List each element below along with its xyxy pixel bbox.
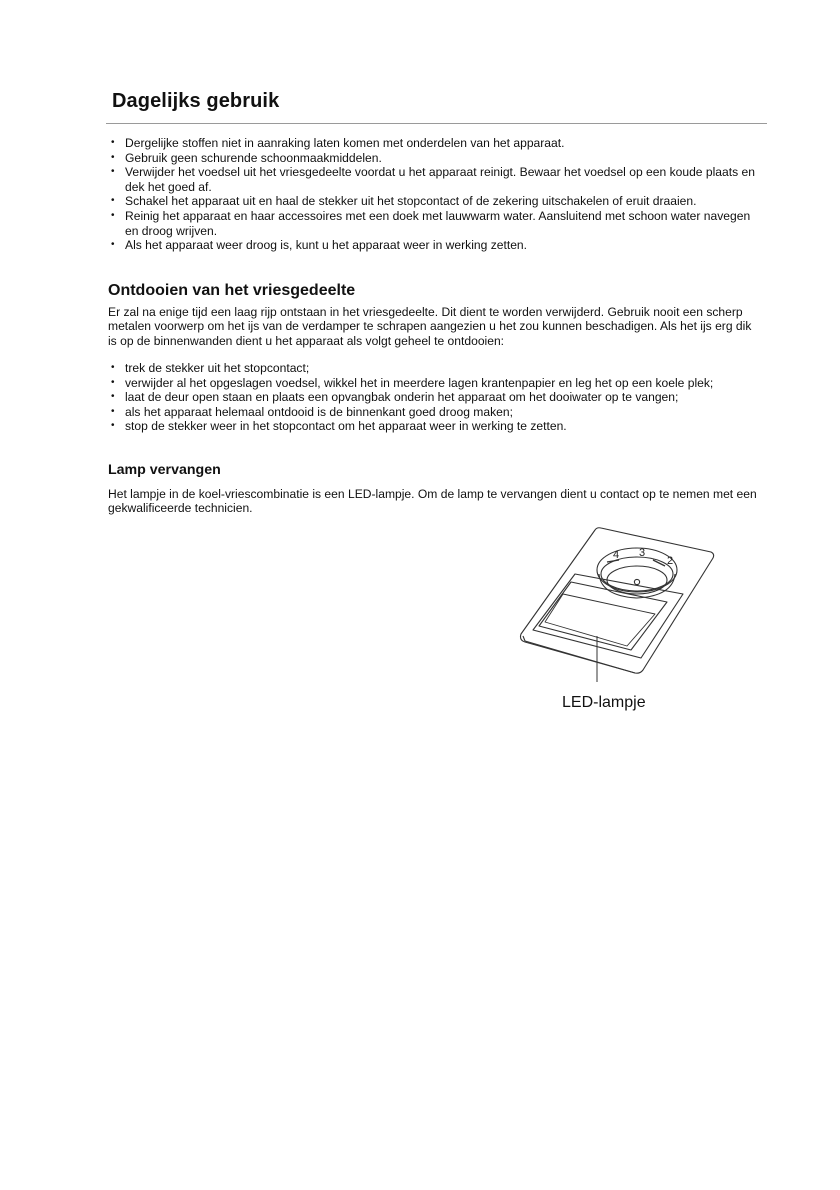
list-item: • verwijder al het opgeslagen voedsel, wikkel het in meerdere lagen krantenpapier en leg het op een koele plek;: [108, 376, 758, 391]
list-item: • stop de stekker weer in het stopcontact om het apparaat weer in werking te zetten.: [108, 419, 758, 434]
list-item: • Verwijder het voedsel uit het vriesgedeelte voordat u het apparaat reinigt. Bewaar het voedsel op een koude plaats en dek het goed af.: [108, 165, 758, 194]
dial-knob: [607, 566, 667, 594]
dial-number: 3: [639, 547, 646, 559]
dial-number: 2: [667, 555, 674, 567]
cleaning-list: [108, 136, 758, 253]
list-item: • laat de deur open staan en plaats een opvangbak onderin het apparaat om het dooiwater op te vangen;: [108, 390, 758, 405]
list-item: • trek de stekker uit het stopcontact;: [108, 361, 758, 376]
dial-number: 4: [613, 549, 620, 561]
led-label: LED-lampje: [562, 694, 646, 711]
led-lens: [545, 594, 655, 646]
list-item: • als het apparaat helemaal ontdooid is de binnenkant goed droog maken;: [108, 405, 758, 420]
lamp-panel-illustration: [515, 522, 715, 682]
list-item: • Gebruik geen schurende schoonmaakmiddelen.: [108, 151, 758, 166]
list-item: • Reinig het apparaat en haar accessoires met een doek met lauwwarm water. Aansluitend met schoon water navegen en droog wrijven.: [108, 209, 758, 238]
list-item: • Als het apparaat weer droog is, kunt u het apparaat weer in werking zetten.: [108, 238, 758, 253]
title-divider: [106, 123, 767, 124]
lamp-heading: Lamp vervangen: [108, 462, 221, 478]
list-item: • Schakel het apparaat uit en haal de stekker uit het stopcontact of de zekering uitschakelen of eruit draaien.: [108, 194, 758, 209]
page-title: Dagelijks gebruik: [112, 90, 280, 112]
lamp-text: Het lampje in de koel-vriescombinatie is een LED-lampje. Om de lamp te vervangen dient u contact op te nemen met een gekwalificeerde technicien.: [108, 487, 757, 516]
recess-inner: [539, 582, 667, 650]
defrost-intro: Er zal na enige tijd een laag rijp ontstaan in het vriesgedeelte. Dit dient te worden verwijderd. Gebruik nooit een scherp metalen voorwerp om het ijs van de verdamper te schrapen aangezien u het zou kunnen beschadigen. Als het ijs erg dik is op de binnenwanden dient u het apparaat als volgt geheel te ontdooien:: [108, 305, 752, 348]
defrost-steps: [108, 361, 758, 434]
dial-center: [634, 579, 639, 584]
defrost-heading: Ontdooien van het vriesgedeelte: [108, 282, 356, 299]
list-item: • Dergelijke stoffen niet in aanraking laten komen met onderdelen van het apparaat.: [108, 136, 758, 151]
